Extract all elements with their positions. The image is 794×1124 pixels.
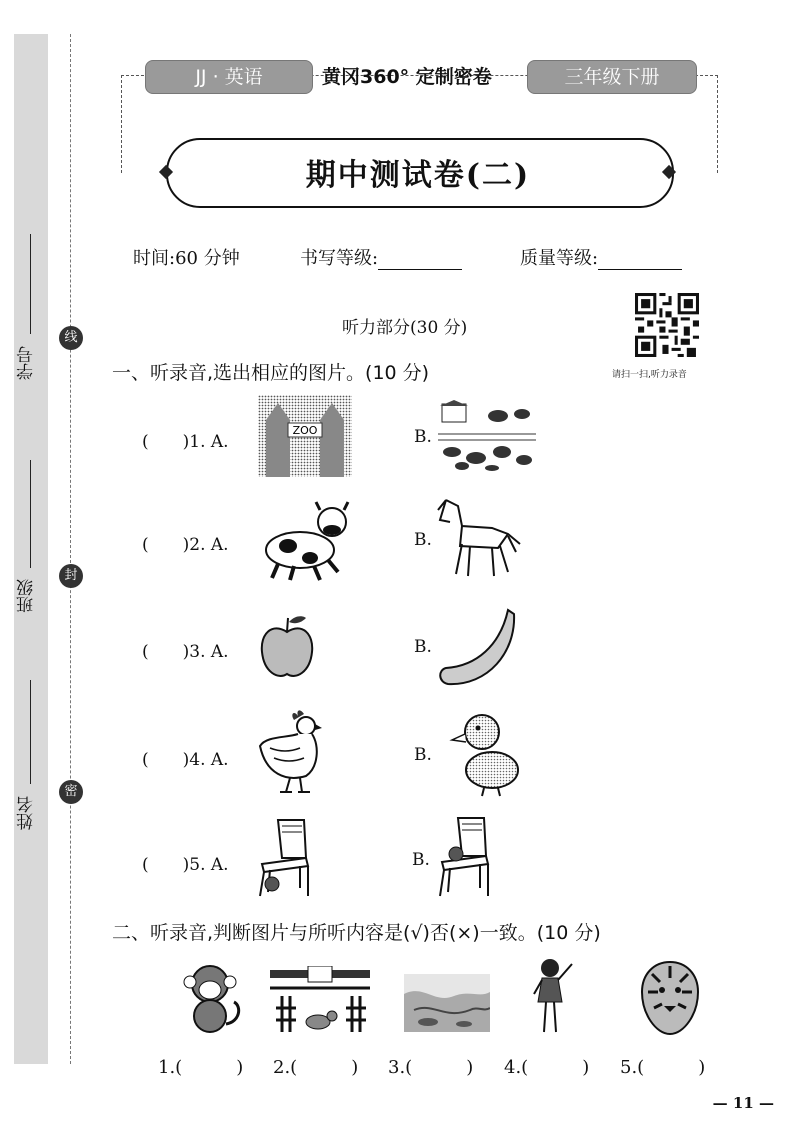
page-title: 期中测试卷(二) — [305, 158, 531, 193]
question-5-number: ( )5. A. — [142, 855, 229, 875]
quality-grade-label: 质量等级: — [520, 248, 599, 269]
question-2-number: ( )2. A. — [142, 535, 229, 555]
question-1-number: ( )1. A. — [142, 432, 229, 452]
zoo-gate-picture[interactable] — [268, 966, 372, 1036]
qr-code-icon[interactable] — [635, 293, 699, 357]
horse-picture[interactable] — [432, 496, 522, 580]
binding-strip — [14, 34, 48, 1064]
binding-dashed-line — [70, 34, 71, 1064]
writing-grade-label: 书写等级: — [300, 248, 379, 269]
question-2-option-b: B. — [414, 530, 432, 550]
question-4-number: ( )4. A. — [142, 750, 229, 770]
answer-blank-5[interactable]: 5.( ) — [620, 1057, 706, 1078]
section2-title: 二、听录音,判断图片与所听内容是(√)否(×)一致。(10 分) — [112, 922, 601, 944]
svg-text:ZOO: ZOO — [292, 424, 318, 437]
name-field[interactable] — [30, 680, 31, 784]
name-label: 姓名 — [17, 796, 37, 830]
girl-picture[interactable] — [524, 956, 580, 1038]
page-number: — 11 — — [712, 1094, 774, 1112]
brand-text: 黄冈360° 定制密卷 — [322, 66, 492, 88]
class-label: 班级 — [17, 579, 37, 613]
section1-title: 一、听录音,选出相应的图片。(10 分) — [112, 362, 430, 384]
seal-seal-mark: 封 — [59, 564, 83, 588]
hen-picture[interactable] — [256, 706, 328, 798]
question-3-option-b: B. — [414, 637, 432, 657]
student-id-field[interactable] — [30, 234, 31, 334]
time-info: 时间:60 分钟 — [133, 248, 240, 269]
subject-pill: JJ · 英语 — [145, 60, 313, 94]
student-id-label: 学号 — [17, 346, 37, 380]
cow-picture[interactable] — [258, 500, 354, 582]
writing-grade-field[interactable] — [378, 251, 462, 270]
question-5-option-b: B. — [412, 850, 430, 870]
apple-picture[interactable] — [258, 612, 316, 682]
listening-heading: 听力部分(30 分) — [342, 318, 468, 338]
question-3-number: ( )3. A. — [142, 642, 229, 662]
monkey-picture[interactable] — [182, 962, 244, 1036]
tiger-picture[interactable] — [640, 960, 700, 1036]
farm-picture[interactable] — [438, 400, 536, 472]
writing-grade — [300, 244, 462, 270]
answer-blank-4[interactable]: 4.( ) — [504, 1057, 590, 1078]
duck-picture[interactable] — [448, 710, 522, 798]
question-1-option-b: B. — [414, 427, 432, 447]
answer-blank-1[interactable]: 1.( ) — [158, 1057, 244, 1078]
river-picture[interactable] — [404, 974, 490, 1032]
chair-ball-under-picture[interactable] — [256, 816, 312, 898]
quality-grade-field[interactable] — [598, 251, 682, 270]
seal-line-mark: 线 — [59, 326, 83, 350]
scan-note: 请扫一扫,听力录音 — [612, 370, 687, 380]
quality-grade — [520, 244, 682, 270]
banana-picture[interactable] — [436, 604, 520, 688]
chair-ball-on-picture[interactable] — [434, 814, 492, 898]
answer-blank-3[interactable]: 3.( ) — [388, 1057, 474, 1078]
class-field[interactable] — [30, 460, 31, 568]
zoo-picture[interactable] — [258, 395, 352, 477]
question-4-option-b: B. — [414, 745, 432, 765]
grade-pill: 三年级下册 — [527, 60, 697, 94]
answer-blank-2[interactable]: 2.( ) — [273, 1057, 359, 1078]
seal-secret-mark: 密 — [59, 780, 83, 804]
